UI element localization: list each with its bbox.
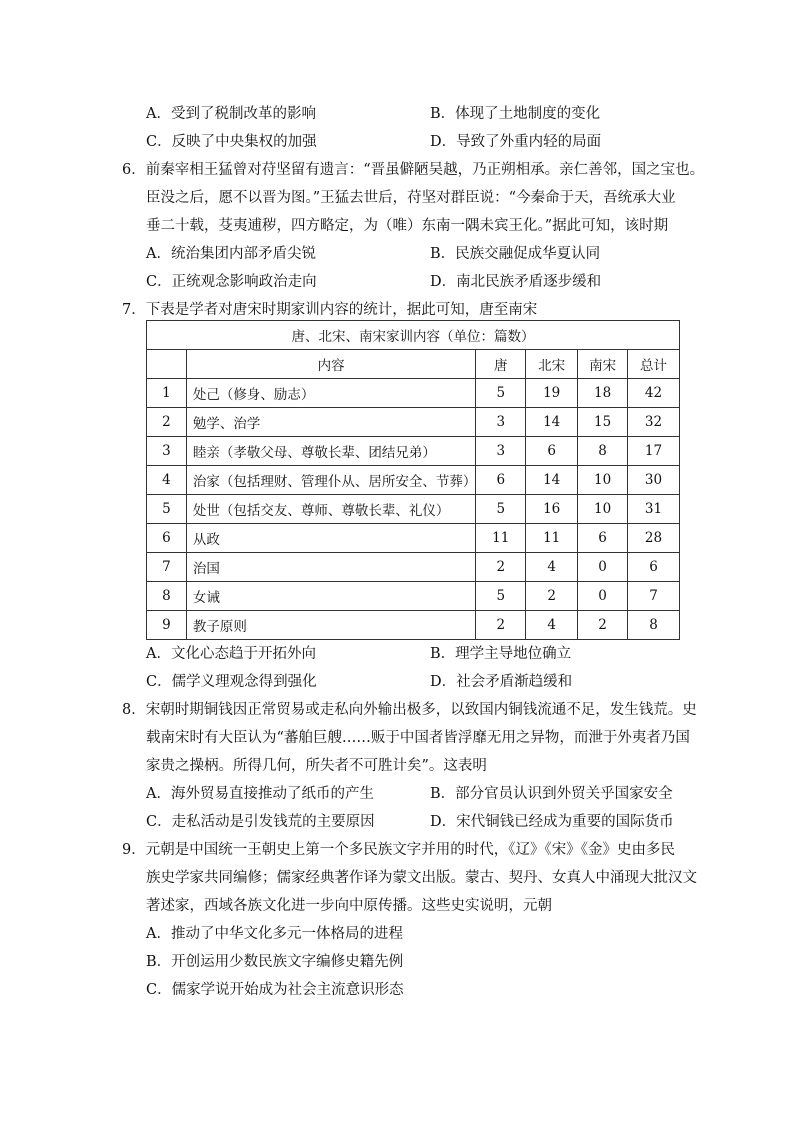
table-title: 唐、北宋、南宋家训内容（单位：篇数）	[147, 321, 680, 350]
tang-count-cell: 6	[476, 466, 526, 495]
q9-stem-line-3: 著述家，西域各族文化进一步向中原传播。这些史实说明，元朝	[146, 898, 552, 914]
row-number-cell: 4	[147, 466, 187, 495]
header-total: 总计	[628, 350, 680, 379]
beisong-count-cell: 11	[526, 524, 578, 553]
total-count-cell: 8	[628, 611, 680, 640]
header-blank-cell	[147, 350, 187, 379]
table-row	[147, 553, 680, 582]
q8-option-a[interactable]: A．海外贸易直接推动了纸币的产生	[146, 786, 374, 802]
q5-option-c[interactable]: C．反映了中央集权的加强	[146, 134, 317, 150]
tang-count-cell: 2	[476, 553, 526, 582]
q6-stem-line-2: 臣没之后，愿不以晋为图。”王猛去世后，苻坚对群臣说：“今秦命于天，吾统承大业	[146, 190, 676, 206]
beisong-count-cell: 14	[526, 466, 578, 495]
q6-option-c[interactable]: C．正统观念影响政治走向	[146, 274, 317, 290]
row-number-cell: 6	[147, 524, 187, 553]
nansong-count-cell: 0	[578, 582, 628, 611]
content-cell: 治国	[186, 553, 475, 582]
q7-option-a[interactable]: A．文化心态趋于开拓外向	[146, 646, 316, 662]
header-nansong: 南宋	[578, 350, 628, 379]
total-count-cell: 17	[628, 437, 680, 466]
q7-stem: 7．下表是学者对唐宋时期家训内容的统计，据此可知，唐至南宋	[122, 302, 538, 318]
row-number-cell: 2	[147, 408, 187, 437]
row-number-cell: 3	[147, 437, 187, 466]
q9-option-b[interactable]: B．开创运用少数民族文字编修史籍先例	[146, 954, 404, 970]
q7-option-b[interactable]: B．理学主导地位确立	[430, 646, 572, 662]
content-cell: 从政	[186, 524, 475, 553]
family-instruction-table	[146, 320, 680, 640]
content-cell: 治家（包括理财、管理仆从、居所安全、节葬）	[186, 466, 475, 495]
q6-stem-line-3: 垂二十载，芟夷逋秽，四方略定，为（唯）东南一隅未宾王化。”据此可知，该时期	[146, 218, 669, 234]
nansong-count-cell: 18	[578, 379, 628, 408]
total-count-cell: 7	[628, 582, 680, 611]
row-number-cell: 8	[147, 582, 187, 611]
q8-option-d[interactable]: D．宋代铜钱已经成为重要的国际货币	[430, 814, 674, 830]
q8-stem-line-2: 载南宋时有大臣认为“蕃舶巨艘……贩于中国者皆浮靡无用之异物，而泄于外夷者乃国	[146, 730, 690, 746]
q5-option-d[interactable]: D．导致了外重内轻的局面	[430, 134, 602, 150]
q8-stem-line-1: 8．宋朝时期铜钱因正常贸易或走私向外输出极多，以致国内铜钱流通不足，发生钱荒。史	[122, 702, 697, 718]
row-number-cell: 9	[147, 611, 187, 640]
nansong-count-cell: 6	[578, 524, 628, 553]
tang-count-cell: 2	[476, 611, 526, 640]
tang-count-cell: 11	[476, 524, 526, 553]
content-cell: 教子原则	[186, 611, 475, 640]
total-count-cell: 32	[628, 408, 680, 437]
total-count-cell: 28	[628, 524, 680, 553]
beisong-count-cell: 19	[526, 379, 578, 408]
tang-count-cell: 3	[476, 437, 526, 466]
total-count-cell: 42	[628, 379, 680, 408]
tang-count-cell: 3	[476, 408, 526, 437]
total-count-cell: 31	[628, 495, 680, 524]
q8-stem-line-3: 家贵之操柄。所得几何，所失者不可胜计矣”。这表明	[146, 758, 487, 774]
table-row	[147, 437, 680, 466]
content-cell: 勉学、治学	[186, 408, 475, 437]
table-row	[147, 524, 680, 553]
q8-option-b[interactable]: B．部分官员认识到外贸关乎国家安全	[430, 786, 673, 802]
total-count-cell: 30	[628, 466, 680, 495]
content-cell: 处己（修身、励志）	[186, 379, 475, 408]
nansong-count-cell: 8	[578, 437, 628, 466]
table-row	[147, 379, 680, 408]
nansong-count-cell: 2	[578, 611, 628, 640]
q9-option-c[interactable]: C．儒家学说开始成为社会主流意识形态	[146, 982, 404, 998]
tang-count-cell: 5	[476, 379, 526, 408]
q8-option-c[interactable]: C．走私活动是引发钱荒的主要原因	[146, 814, 375, 830]
beisong-count-cell: 4	[526, 553, 578, 582]
content-cell: 睦亲（孝敬父母、尊敬长辈、团结兄弟）	[186, 437, 475, 466]
q9-stem-line-2: 族史学家共同编修；儒家经典著作译为蒙文出版。蒙古、契丹、女真人中涌现大批汉文	[146, 870, 697, 886]
beisong-count-cell: 16	[526, 495, 578, 524]
table-row	[147, 466, 680, 495]
tang-count-cell: 5	[476, 495, 526, 524]
q6-option-a[interactable]: A．统治集团内部矛盾尖锐	[146, 246, 316, 262]
tang-count-cell: 5	[476, 582, 526, 611]
q7-option-c[interactable]: C．儒学义理观念得到强化	[146, 674, 317, 690]
nansong-count-cell: 0	[578, 553, 628, 582]
q6-option-d[interactable]: D．南北民族矛盾逐步缓和	[430, 274, 602, 290]
row-number-cell: 7	[147, 553, 187, 582]
nansong-count-cell: 15	[578, 408, 628, 437]
row-number-cell: 5	[147, 495, 187, 524]
content-cell: 处世（包括交友、尊师、尊敬长辈、礼仪）	[186, 495, 475, 524]
q6-option-b[interactable]: B．民族交融促成华夏认同	[430, 246, 601, 262]
header-content: 内容	[186, 350, 475, 379]
table-row	[147, 611, 680, 640]
content-cell: 女诫	[186, 582, 475, 611]
beisong-count-cell: 4	[526, 611, 578, 640]
beisong-count-cell: 6	[526, 437, 578, 466]
beisong-count-cell: 2	[526, 582, 578, 611]
q5-option-a[interactable]: A．受到了税制改革的影响	[146, 106, 316, 122]
q9-stem-line-1: 9．元朝是中国统一王朝史上第一个多民族文字并用的时代，《辽》《宋》《金》史由多民	[122, 842, 675, 858]
table-row	[147, 582, 680, 611]
q7-option-d[interactable]: D．社会矛盾渐趋缓和	[430, 674, 573, 690]
nansong-count-cell: 10	[578, 466, 628, 495]
header-beisong: 北宋	[526, 350, 578, 379]
header-tang: 唐	[476, 350, 526, 379]
beisong-count-cell: 14	[526, 408, 578, 437]
q6-stem-line-1: 6．前秦宰相王猛曾对苻坚留有遗言：“晋虽僻陋吴越，乃正朔相承。亲仁善邻，国之宝也。	[122, 162, 705, 178]
total-count-cell: 6	[628, 553, 680, 582]
row-number-cell: 1	[147, 379, 187, 408]
q9-option-a[interactable]: A．推动了中华文化多元一体格局的进程	[146, 926, 403, 942]
q5-option-b[interactable]: B．体现了土地制度的变化	[430, 106, 601, 122]
table-row	[147, 495, 680, 524]
nansong-count-cell: 10	[578, 495, 628, 524]
table-row	[147, 408, 680, 437]
